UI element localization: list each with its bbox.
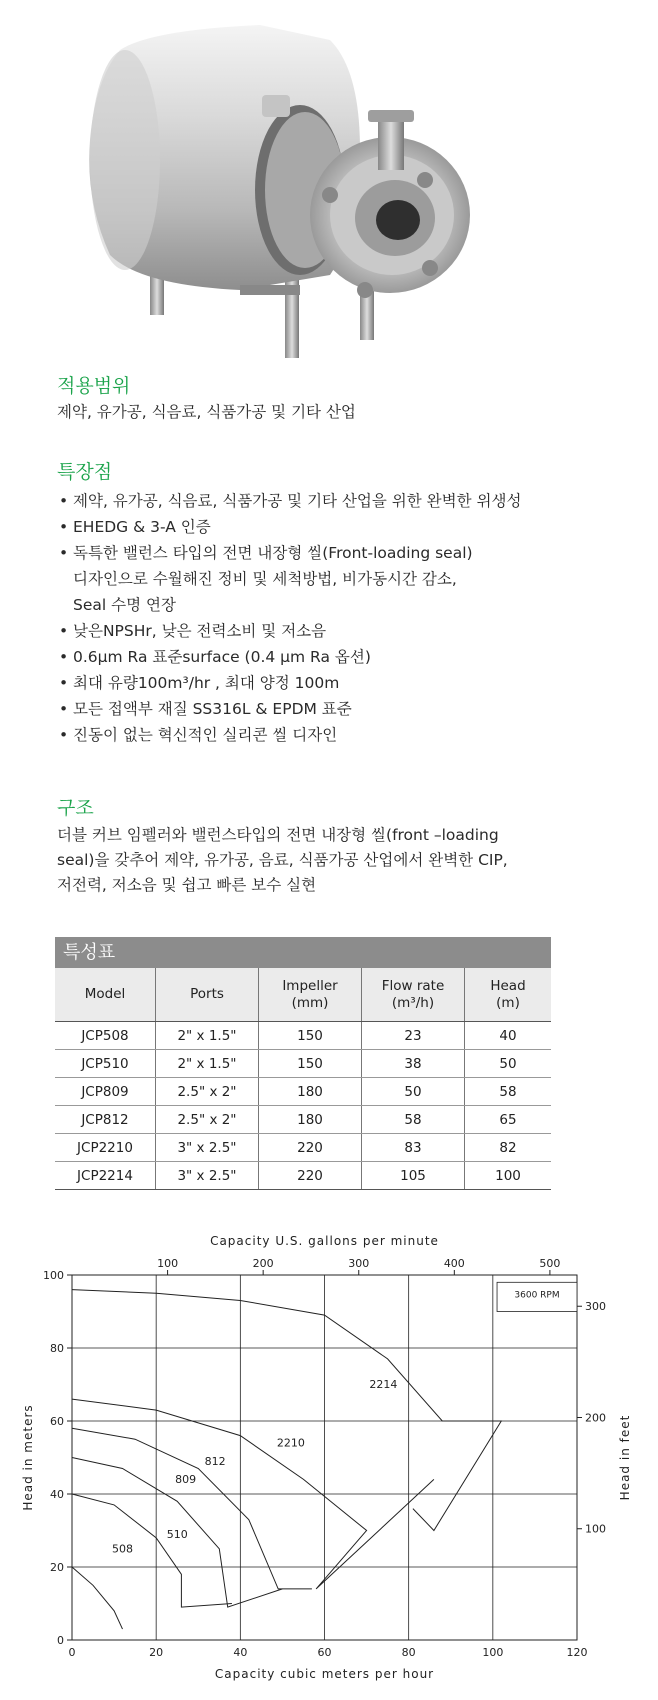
spec-table-header-row	[55, 968, 551, 1022]
y2-axis-label: Head in feet	[618, 1414, 632, 1501]
top-tick-label: 400	[443, 1257, 465, 1270]
x-tick-label: 0	[68, 1646, 76, 1659]
spec-table-block	[55, 937, 551, 1190]
right-tick-label: 100	[585, 1522, 606, 1536]
feature-item-line: Seal 수명 연장	[73, 596, 176, 614]
feature-item: • 낮은NPSHr, 낮은 전력소비 및 저소음	[57, 618, 617, 644]
top-tick-label: 100	[157, 1257, 179, 1270]
table-row: JCP508 2" x 1.5" 150 23 40	[55, 1022, 551, 1050]
curve-label-510: 510	[166, 1527, 188, 1541]
feature-item-line: 디자인으로 수월해진 정비 및 세척방법, 비가동시간 감소,	[73, 570, 457, 588]
top-tick-label: 200	[252, 1257, 274, 1270]
right-tick-label: 200	[585, 1411, 606, 1425]
feature-item: • 모든 접액부 재질 SS316L & EPDM 표준	[57, 696, 617, 722]
table-row: JCP510 2" x 1.5" 150 38 50	[55, 1050, 551, 1078]
features-list	[57, 488, 617, 748]
curve-label-809: 809	[175, 1473, 197, 1487]
curve-508	[72, 1567, 123, 1629]
y-tick-label: 80	[50, 1342, 64, 1355]
structure-line: 저전력, 저소음 및 쉽고 빠른 보수 실현	[57, 876, 317, 894]
spec-table	[55, 968, 551, 1190]
spec-table-title: 특성표	[55, 937, 551, 968]
feature-item	[57, 540, 617, 618]
curve-812	[72, 1428, 312, 1589]
table-row: JCP2214 3" x 2.5" 220 105 100	[55, 1162, 551, 1190]
right-tick-label: 300	[585, 1300, 606, 1314]
structure-line: seal)을 갖추어 제약, 유가공, 음료, 식품가공 산업에서 완벽한 CIP,	[57, 851, 508, 869]
feature-item-line: 독특한 밸런스 타입의 전면 내장형 씰(Front-loading seal)	[73, 544, 473, 562]
x-tick-label: 80	[401, 1646, 416, 1659]
x-tick-label: 120	[566, 1646, 588, 1659]
rpm-label: 3600 RPM	[514, 1290, 560, 1301]
pump-product-photo	[0, 0, 658, 365]
feature-item: • 최대 유량100m³/hr , 최대 양정 100m	[57, 670, 617, 696]
y-tick-label: 100	[43, 1269, 64, 1282]
y-tick-label: 60	[50, 1415, 64, 1428]
x-tick-label: 40	[233, 1646, 248, 1659]
x-tick-label: 20	[149, 1646, 164, 1659]
curve-label-2214: 2214	[369, 1378, 398, 1392]
col-header-head: Head (m)	[465, 968, 552, 1022]
y-tick-label: 40	[50, 1488, 64, 1501]
top-tick-label: 300	[348, 1257, 370, 1270]
structure-title: 구조	[57, 797, 94, 819]
y-axis-label: Head in meters	[21, 1404, 35, 1511]
x-tick-label: 60	[317, 1646, 332, 1659]
x-axis-label: Capacity cubic meters per hour	[214, 1667, 435, 1681]
application-text: 제약, 유가공, 식음료, 식품가공 및 기타 산업	[57, 403, 356, 421]
chart-title: Capacity U.S. gallons per minute	[210, 1235, 439, 1248]
col-header-flow: Flow rate (m³/h)	[362, 968, 465, 1022]
y-tick-label: 20	[50, 1561, 64, 1574]
y-tick-label: 0	[57, 1634, 64, 1647]
top-tick-label: 500	[539, 1257, 561, 1270]
curve-label-2210: 2210	[276, 1436, 305, 1450]
structure-text	[57, 823, 508, 898]
structure-line: 더블 커브 임펠러와 밸런스타입의 전면 내장형 씰(front –loading	[57, 826, 499, 844]
table-row: JCP2210 3" x 2.5" 220 83 82	[55, 1134, 551, 1162]
feature-item: • EHEDG & 3-A 인증	[57, 514, 617, 540]
col-header-impeller: Impeller (mm)	[259, 968, 362, 1022]
col-header-ports: Ports	[156, 968, 259, 1022]
feature-item: • 제약, 유가공, 식음료, 식품가공 및 기타 산업을 위한 완벽한 위생성	[57, 488, 617, 514]
x-tick-label: 100	[482, 1646, 504, 1659]
table-row: JCP812 2.5" x 2" 180 58 65	[55, 1106, 551, 1134]
feature-item: • 0.6μm Ra 표준surface (0.4 μm Ra 옵션)	[57, 644, 617, 670]
curve-label-508: 508	[112, 1542, 133, 1556]
application-title: 적용범위	[57, 375, 131, 397]
col-header-model: Model	[55, 968, 156, 1022]
features-title: 특장점	[57, 461, 113, 483]
curve-510	[72, 1494, 232, 1607]
performance-curve-chart	[0, 1235, 658, 1685]
feature-item: • 진동이 없는 혁신적인 실리콘 씰 디자인	[57, 722, 617, 748]
curve-label-812: 812	[204, 1454, 226, 1468]
table-row: JCP809 2.5" x 2" 180 50 58	[55, 1078, 551, 1106]
